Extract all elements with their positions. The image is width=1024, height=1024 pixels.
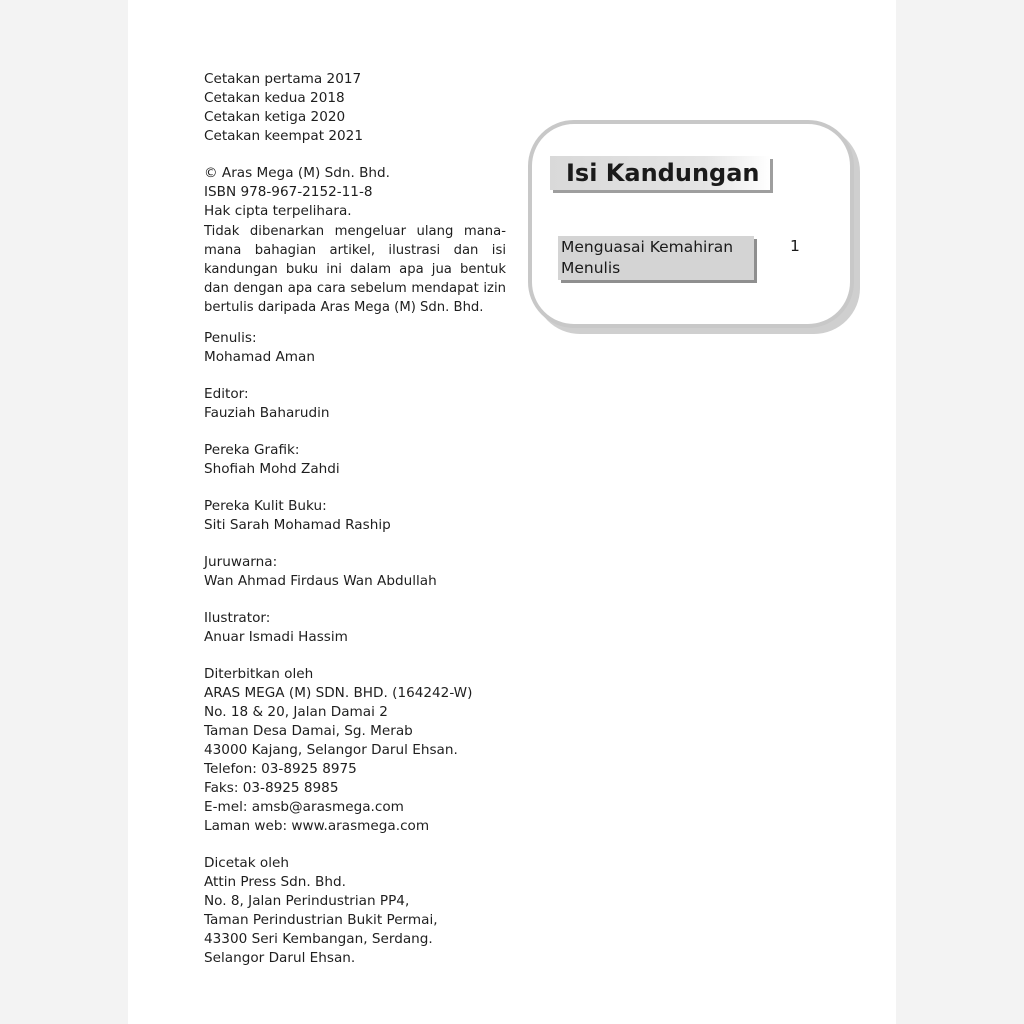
copyright-notice: Tidak dibenarkan mengeluar ulang mana-mana bahagian artikel, ilustrasi dan isi kandungan buku ini dalam apa jua bentuk dan dengan apa cara sebelum mendapat izin bertulis daripada Aras Mega (M) Sdn. Bhd. bbox=[204, 224, 506, 315]
credit-colorist bbox=[204, 553, 506, 591]
publisher-line: Taman Desa Damai, Sg. Merab bbox=[204, 723, 413, 739]
credit-label: Ilustrator: bbox=[204, 610, 271, 626]
printer-line: 43300 Seri Kembangan, Serdang. bbox=[204, 931, 433, 947]
book-page bbox=[128, 0, 896, 1024]
toc-entry-label: Menulis bbox=[561, 259, 621, 277]
printer-heading: Dicetak oleh bbox=[204, 855, 290, 871]
credit-label: Penulis: bbox=[204, 330, 257, 346]
publisher-line: ARAS MEGA (M) SDN. BHD. (164242-W) bbox=[204, 685, 473, 701]
toc-title: Isi Kandungan bbox=[550, 156, 770, 190]
printing-line: Cetakan ketiga 2020 bbox=[204, 109, 346, 125]
credit-editor bbox=[204, 385, 506, 423]
credit-label: Pereka Grafik: bbox=[204, 442, 300, 458]
publisher-heading: Diterbitkan oleh bbox=[204, 666, 314, 682]
publisher-line: 43000 Kajang, Selangor Darul Ehsan. bbox=[204, 742, 458, 758]
printing-line: Cetakan keempat 2021 bbox=[204, 128, 363, 144]
toc-page-number[interactable]: 1 bbox=[790, 237, 800, 255]
credit-value: Shofiah Mohd Zahdi bbox=[204, 461, 340, 477]
printing-line: Cetakan pertama 2017 bbox=[204, 71, 362, 87]
publisher-line: No. 18 & 20, Jalan Damai 2 bbox=[204, 704, 388, 720]
isbn: ISBN 978-967-2152-11-8 bbox=[204, 184, 373, 200]
table-of-contents bbox=[528, 120, 854, 328]
credit-value: Mohamad Aman bbox=[204, 349, 316, 365]
printer-line: Taman Perindustrian Bukit Permai, bbox=[204, 912, 438, 928]
credit-value: Wan Ahmad Firdaus Wan Abdullah bbox=[204, 573, 437, 589]
credit-value: Siti Sarah Mohamad Raship bbox=[204, 517, 391, 533]
credit-value: Fauziah Baharudin bbox=[204, 405, 330, 421]
toc-entry-label: Menguasai Kemahiran bbox=[561, 238, 734, 256]
credit-cover-designer bbox=[204, 497, 506, 535]
printer-line: Selangor Darul Ehsan. bbox=[204, 950, 356, 966]
rights-reserved: Hak cipta terpelihara. bbox=[204, 203, 352, 219]
printer-line: No. 8, Jalan Perindustrian PP4, bbox=[204, 893, 410, 909]
imprint-column bbox=[204, 70, 506, 986]
credit-label: Juruwarna: bbox=[204, 554, 278, 570]
publisher-line: Faks: 03-8925 8985 bbox=[204, 780, 339, 796]
copyright-owner: © Aras Mega (M) Sdn. Bhd. bbox=[204, 165, 390, 181]
credit-label: Editor: bbox=[204, 386, 249, 402]
printer-line: Attin Press Sdn. Bhd. bbox=[204, 874, 346, 890]
credit-illustrator bbox=[204, 609, 506, 647]
credit-value: Anuar Ismadi Hassim bbox=[204, 629, 348, 645]
spacer bbox=[204, 317, 506, 329]
publisher-line: E-mel: amsb@arasmega.com bbox=[204, 799, 404, 815]
credit-label: Pereka Kulit Buku: bbox=[204, 498, 327, 514]
publisher-block bbox=[204, 665, 506, 836]
credit-writer bbox=[204, 329, 506, 367]
credit-graphic-designer bbox=[204, 441, 506, 479]
printer-block bbox=[204, 854, 506, 968]
toc-entry[interactable] bbox=[558, 236, 754, 280]
printing-line: Cetakan kedua 2018 bbox=[204, 90, 345, 106]
publisher-line: Laman web: www.arasmega.com bbox=[204, 818, 430, 834]
publisher-line: Telefon: 03-8925 8975 bbox=[204, 761, 357, 777]
spacer bbox=[204, 146, 506, 164]
